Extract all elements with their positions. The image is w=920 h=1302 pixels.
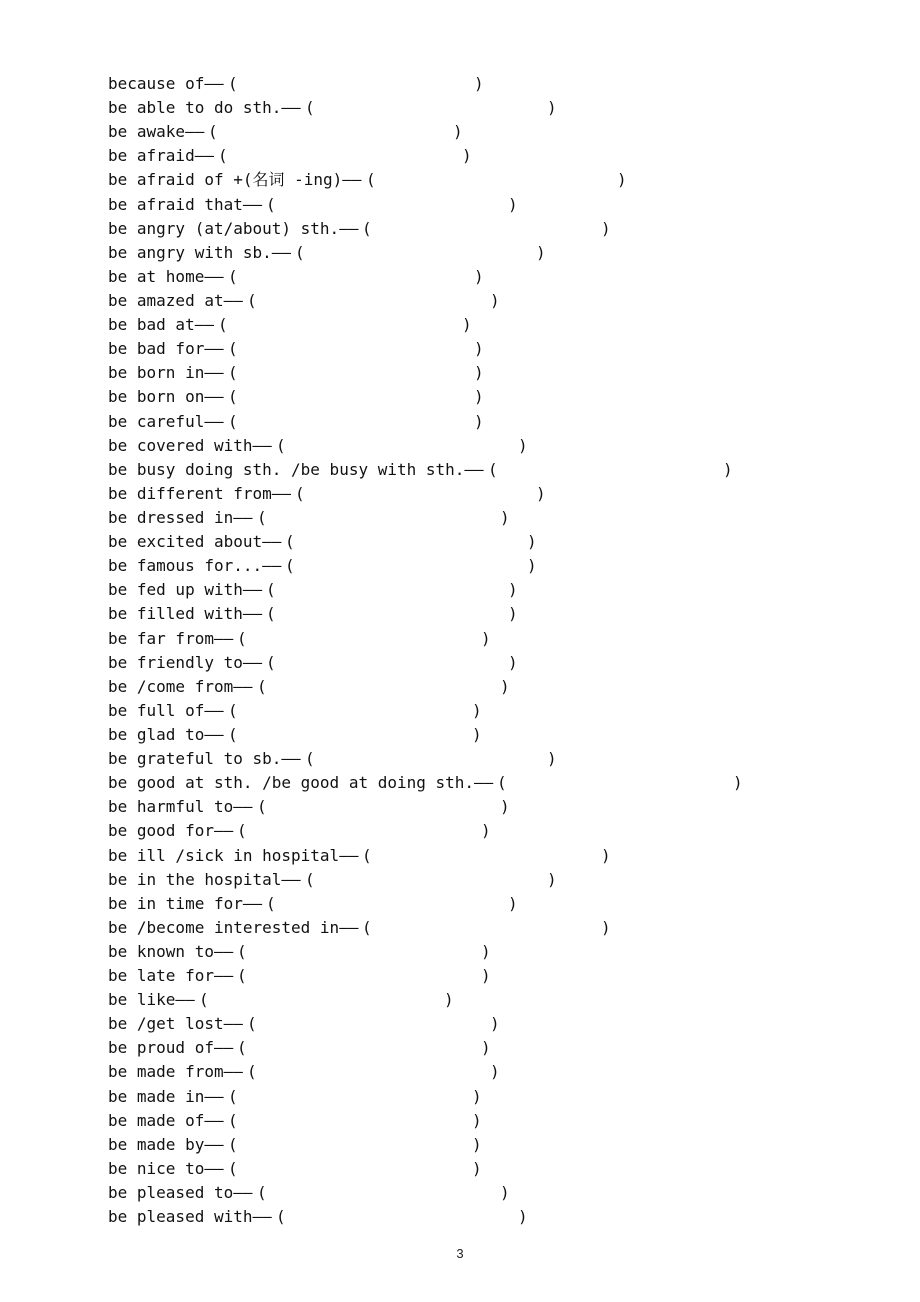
answer-bracket-open: ( — [208, 122, 218, 142]
phrase-text: be in time for—— — [108, 893, 263, 913]
answer-bracket-open: ( — [488, 459, 498, 479]
phrase-text: be busy doing sth. /be busy with sth.—— — [108, 459, 484, 479]
answer-bracket-open: ( — [257, 1183, 267, 1203]
phrase-text: be in the hospital—— — [108, 869, 301, 889]
phrase-text: be made by—— — [108, 1134, 224, 1154]
answer-bracket-close: ) — [601, 917, 611, 937]
answer-bracket-close: ) — [547, 749, 557, 769]
phrase-text: be good at sth. /be good at doing sth.—— — [108, 773, 494, 793]
answer-bracket-open: ( — [247, 1062, 257, 1082]
answer-bracket-close: ) — [453, 122, 463, 142]
phrase-text: be famous for...—— — [108, 556, 282, 576]
answer-bracket-open: ( — [237, 628, 247, 648]
answer-bracket-open: ( — [305, 869, 315, 889]
answer-bracket-open: ( — [247, 290, 257, 310]
phrase-text: be afraid of +(名词 -ing)—— — [108, 170, 362, 190]
answer-bracket-close: ) — [500, 676, 510, 696]
answer-bracket-close: ) — [508, 652, 518, 672]
answer-bracket-close: ) — [508, 604, 518, 624]
answer-bracket-close: ) — [474, 339, 484, 359]
answer-bracket-open: ( — [228, 1158, 238, 1178]
answer-bracket-open: ( — [228, 387, 238, 407]
page-number: 3 — [456, 1246, 464, 1261]
phrase-text: be known to—— — [108, 941, 234, 961]
answer-bracket-open: ( — [237, 941, 247, 961]
phrase-text: be awake—— — [108, 122, 205, 142]
answer-bracket-open: ( — [228, 1110, 238, 1130]
phrase-text: be bad for—— — [108, 339, 224, 359]
answer-bracket-open: ( — [218, 315, 228, 335]
answer-bracket-open: ( — [237, 966, 247, 986]
phrase-text: be /become interested in—— — [108, 917, 359, 937]
phrase-text: be at home—— — [108, 266, 224, 286]
answer-bracket-open: ( — [228, 74, 238, 93]
phrase-text: be /get lost—— — [108, 1014, 243, 1034]
answer-bracket-open: ( — [228, 724, 238, 744]
answer-bracket-open: ( — [285, 532, 295, 552]
answer-bracket-open: ( — [276, 1207, 286, 1227]
answer-bracket-close: ) — [601, 218, 611, 238]
phrase-text: be pleased with—— — [108, 1207, 272, 1227]
phrase-text: be born on—— — [108, 387, 224, 407]
phrase-text: be made from—— — [108, 1062, 243, 1082]
answer-bracket-close: ) — [474, 387, 484, 407]
answer-bracket-open: ( — [266, 194, 276, 214]
phrase-text: be made in—— — [108, 1086, 224, 1106]
answer-bracket-open: ( — [237, 1038, 247, 1058]
phrase-text: because of—— — [108, 74, 224, 93]
answer-bracket-open: ( — [228, 339, 238, 359]
answer-bracket-open: ( — [228, 1134, 238, 1154]
answer-bracket-close: ) — [547, 869, 557, 889]
answer-bracket-open: ( — [366, 170, 376, 190]
answer-bracket-close: ) — [481, 1038, 491, 1058]
phrase-text: be fed up with—— — [108, 580, 263, 600]
answer-bracket-open: ( — [266, 652, 276, 672]
answer-bracket-open: ( — [247, 1014, 257, 1034]
answer-bracket-close: ) — [518, 435, 528, 455]
answer-bracket-close: ) — [518, 1207, 528, 1227]
phrase-text: be angry (at/about) sth.—— — [108, 218, 359, 238]
answer-bracket-close: ) — [474, 266, 484, 286]
answer-bracket-close: ) — [723, 459, 733, 479]
answer-bracket-close: ) — [481, 941, 491, 961]
phrase-text: be glad to—— — [108, 724, 224, 744]
phrase-text: be grateful to sb.—— — [108, 749, 301, 769]
answer-bracket-open: ( — [266, 604, 276, 624]
answer-bracket-close: ) — [481, 628, 491, 648]
phrase-text: be afraid that—— — [108, 194, 263, 214]
answer-bracket-close: ) — [601, 845, 611, 865]
answer-bracket-close: ) — [733, 773, 743, 793]
phrase-text: be good for—— — [108, 821, 234, 841]
answer-bracket-close: ) — [490, 1062, 500, 1082]
answer-bracket-close: ) — [527, 532, 537, 552]
answer-bracket-close: ) — [472, 700, 482, 720]
answer-bracket-open: ( — [237, 821, 247, 841]
phrase-text: be /come from—— — [108, 676, 253, 696]
answer-bracket-close: ) — [462, 315, 472, 335]
answer-bracket-open: ( — [228, 411, 238, 431]
answer-bracket-close: ) — [472, 1086, 482, 1106]
answer-bracket-open: ( — [228, 700, 238, 720]
answer-bracket-open: ( — [199, 990, 209, 1010]
phrase-text: be covered with—— — [108, 435, 272, 455]
answer-bracket-close: ) — [474, 363, 484, 383]
answer-bracket-close: ) — [472, 1134, 482, 1154]
answer-bracket-close: ) — [536, 483, 546, 503]
phrase-text: be afraid—— — [108, 146, 214, 166]
answer-bracket-open: ( — [285, 556, 295, 576]
answer-bracket-close: ) — [472, 1110, 482, 1130]
answer-bracket-close: ) — [536, 242, 546, 262]
phrase-text: be filled with—— — [108, 604, 263, 624]
phrase-text: be proud of—— — [108, 1038, 234, 1058]
answer-bracket-close: ) — [490, 1014, 500, 1034]
phrase-text: be able to do sth.—— — [108, 98, 301, 118]
phrase-text: be like—— — [108, 990, 195, 1010]
phrase-text: be harmful to—— — [108, 797, 253, 817]
answer-bracket-open: ( — [362, 218, 372, 238]
answer-bracket-close: ) — [500, 797, 510, 817]
answer-bracket-open: ( — [266, 580, 276, 600]
phrase-text: be angry with sb.—— — [108, 242, 292, 262]
answer-bracket-open: ( — [266, 893, 276, 913]
answer-bracket-open: ( — [218, 146, 228, 166]
phrase-text: be late for—— — [108, 966, 234, 986]
phrase-text: be full of—— — [108, 700, 224, 720]
answer-bracket-open: ( — [497, 773, 507, 793]
phrase-text: be careful—— — [108, 411, 224, 431]
answer-bracket-close: ) — [462, 146, 472, 166]
answer-bracket-close: ) — [472, 724, 482, 744]
answer-bracket-close: ) — [444, 990, 454, 1010]
answer-bracket-open: ( — [228, 1086, 238, 1106]
answer-bracket-close: ) — [481, 821, 491, 841]
answer-bracket-close: ) — [490, 290, 500, 310]
phrase-text: be excited about—— — [108, 532, 282, 552]
answer-bracket-open: ( — [228, 363, 238, 383]
answer-bracket-open: ( — [257, 507, 267, 527]
answer-bracket-close: ) — [474, 411, 484, 431]
phrase-text: be pleased to—— — [108, 1183, 253, 1203]
answer-bracket-close: ) — [474, 74, 484, 93]
answer-bracket-open: ( — [228, 266, 238, 286]
phrase-text: be bad at—— — [108, 315, 214, 335]
answer-bracket-open: ( — [257, 676, 267, 696]
answer-bracket-close: ) — [500, 507, 510, 527]
answer-bracket-close: ) — [508, 893, 518, 913]
answer-bracket-open: ( — [257, 797, 267, 817]
answer-bracket-close: ) — [547, 98, 557, 118]
answer-bracket-open: ( — [276, 435, 286, 455]
answer-bracket-close: ) — [527, 556, 537, 576]
answer-bracket-close: ) — [472, 1158, 482, 1178]
phrase-text: be born in—— — [108, 363, 224, 383]
phrase-text: be dressed in—— — [108, 507, 253, 527]
phrase-text: be nice to—— — [108, 1158, 224, 1178]
answer-bracket-close: ) — [481, 966, 491, 986]
answer-bracket-open: ( — [295, 483, 305, 503]
answer-bracket-open: ( — [305, 98, 315, 118]
answer-bracket-open: ( — [362, 845, 372, 865]
answer-bracket-close: ) — [500, 1183, 510, 1203]
answer-bracket-open: ( — [295, 242, 305, 262]
phrase-text: be made of—— — [108, 1110, 224, 1130]
answer-bracket-close: ) — [508, 194, 518, 214]
phrase-text: be amazed at—— — [108, 290, 243, 310]
answer-bracket-close: ) — [508, 580, 518, 600]
phrase-text: be different from—— — [108, 483, 292, 503]
phrase-text: be ill /sick in hospital—— — [108, 845, 359, 865]
answer-bracket-close: ) — [617, 170, 627, 190]
phrase-text: be friendly to—— — [108, 652, 263, 672]
answer-bracket-open: ( — [305, 749, 315, 769]
phrase-text: be far from—— — [108, 628, 234, 648]
answer-bracket-open: ( — [362, 917, 372, 937]
